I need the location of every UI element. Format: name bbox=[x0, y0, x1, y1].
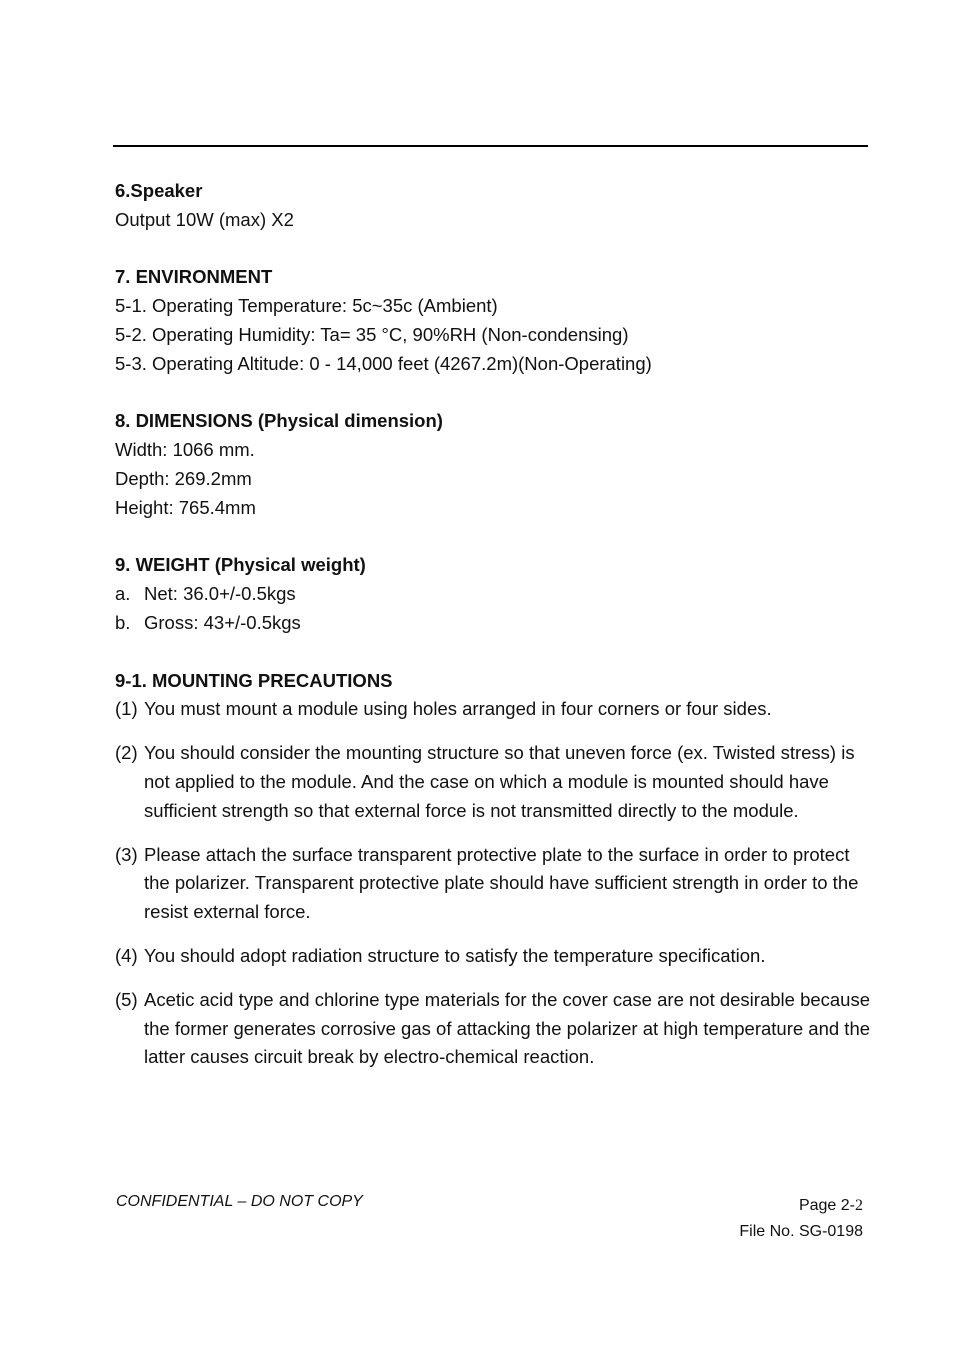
page-footer-info bbox=[739, 1193, 863, 1245]
spec-line: Depth: 269.2mm bbox=[115, 467, 252, 489]
list-number: (2) bbox=[115, 742, 138, 764]
list-number: (1) bbox=[115, 698, 138, 720]
list-item bbox=[115, 841, 875, 927]
section-heading: 6.Speaker bbox=[115, 180, 203, 201]
page-number bbox=[739, 1193, 863, 1219]
spec-line: 5-2. Operating Humidity: Ta= 35 °C, 90%RH (Non-condensing) bbox=[115, 323, 629, 345]
page-suffix: 2 bbox=[855, 1197, 863, 1214]
spec-line: Height: 765.4mm bbox=[115, 496, 256, 518]
section-mounting-precautions bbox=[115, 667, 875, 1073]
header-rule bbox=[113, 145, 868, 147]
spec-line: Output 10W (max) X2 bbox=[115, 208, 294, 230]
list-text: You should adopt radiation structure to satisfy the temperature specification. bbox=[144, 944, 766, 966]
list-text: You must mount a module using holes arranged in four corners or four sides. bbox=[144, 698, 772, 720]
list-text: Net: 36.0+/-0.5kgs bbox=[144, 583, 296, 605]
section-heading: 8. DIMENSIONS (Physical dimension) bbox=[115, 410, 443, 432]
file-number: File No. SG-0198 bbox=[739, 1223, 863, 1240]
spec-line: 5-3. Operating Altitude: 0 - 14,000 feet (4267.2m)(Non-Operating) bbox=[115, 352, 652, 374]
list-item bbox=[115, 739, 875, 825]
list-item bbox=[115, 695, 875, 724]
list-text: Gross: 43+/-0.5kgs bbox=[144, 611, 301, 633]
list-number: (4) bbox=[115, 944, 138, 966]
list-marker: b. bbox=[115, 611, 131, 633]
content-body bbox=[115, 177, 875, 1087]
section-heading: 7. ENVIRONMENT bbox=[115, 266, 273, 288]
confidential-notice: CONFIDENTIAL – DO NOT COPY bbox=[116, 1193, 363, 1210]
list-marker: a. bbox=[115, 583, 131, 605]
list-text: You should consider the mounting structure so that uneven force (ex. Twisted stress) is not applied to the module. And the case on which a module is mounted should have sufficient strength so that external force is not transmitted directly to the module. bbox=[144, 742, 855, 821]
spec-line: 5-1. Operating Temperature: 5c~35c (Ambient) bbox=[115, 295, 498, 317]
list-number: (5) bbox=[115, 988, 138, 1010]
list-text: Please attach the surface transparent protective plate to the surface in order to protect the polarizer. Transparent protective plate should have sufficient strength in order to the resist external force. bbox=[144, 843, 859, 923]
section-heading: 9. WEIGHT (Physical weight) bbox=[115, 554, 366, 576]
section-heading: 9-1. MOUNTING PRECAUTIONS bbox=[115, 669, 393, 691]
list-item bbox=[115, 986, 875, 1072]
section-environment bbox=[115, 263, 875, 378]
spec-line: Width: 1066 mm. bbox=[115, 439, 255, 461]
list-item bbox=[115, 609, 875, 638]
section-weight bbox=[115, 551, 875, 637]
list-text: Acetic acid type and chlorine type materials for the cover case are not desirable because the former generates corrosive gas of attacking the polarizer at high temperature and the latter causes circuit break by electro-chemical reaction. bbox=[144, 988, 871, 1068]
section-speaker bbox=[115, 177, 875, 235]
list-number: (3) bbox=[115, 843, 138, 865]
list-item bbox=[115, 580, 875, 609]
page-label: Page 2- bbox=[798, 1197, 855, 1214]
list-item bbox=[115, 942, 875, 971]
section-dimensions bbox=[115, 407, 875, 522]
